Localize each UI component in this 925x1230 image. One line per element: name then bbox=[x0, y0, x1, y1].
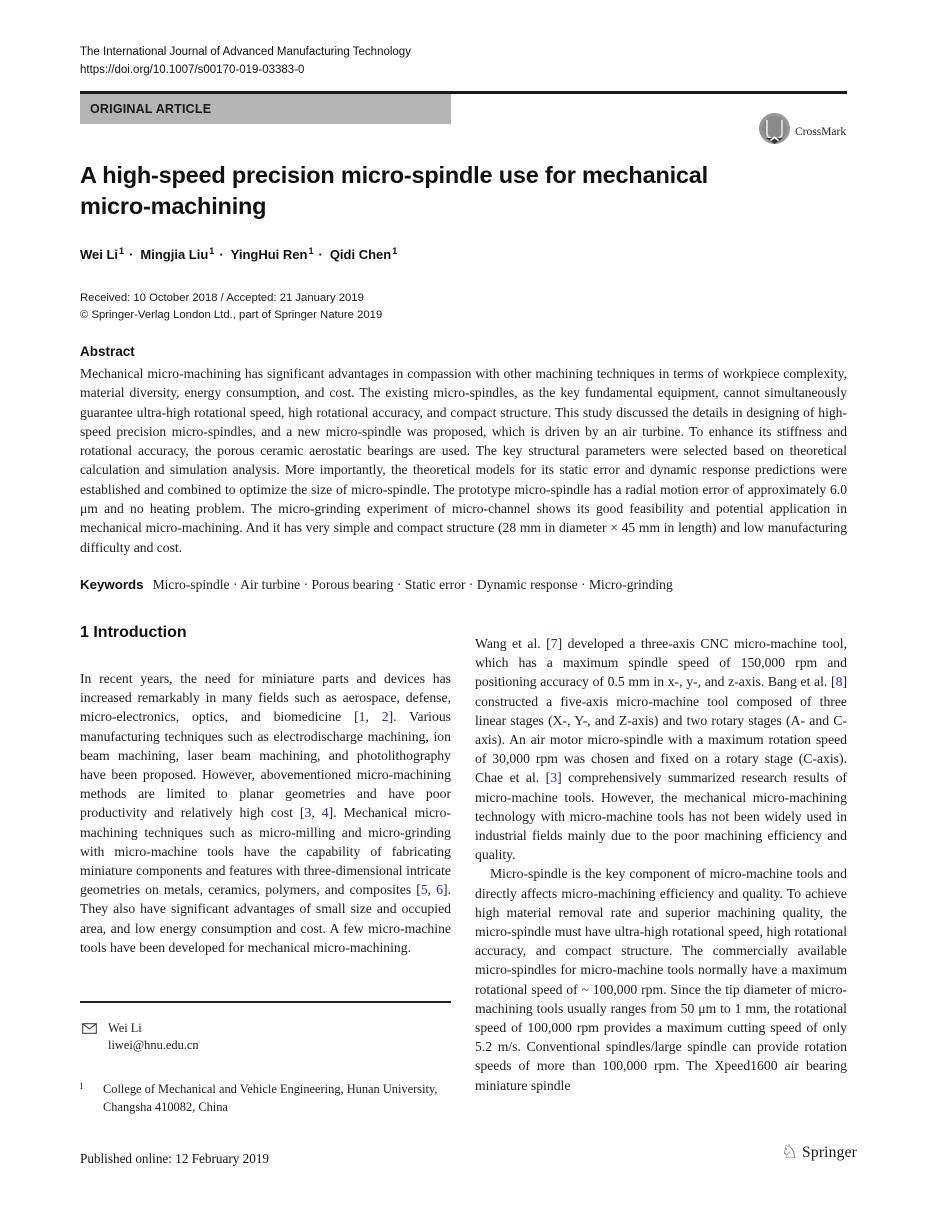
citation-link[interactable]: 3 bbox=[304, 805, 312, 821]
corresponding-author-email[interactable]: liwei@hnu.edu.cn bbox=[108, 1038, 199, 1052]
affiliation-text: College of Mechanical and Vehicle Engineering, Hunan University, Changsha 410082, China bbox=[103, 1082, 438, 1114]
citation-link[interactable]: 3 bbox=[550, 770, 558, 786]
springer-wordmark: Springer bbox=[802, 1143, 858, 1161]
citation-link[interactable]: 4 bbox=[321, 805, 329, 821]
article-title: A high-speed precision micro-spindle use for mechanical micro-machining bbox=[80, 162, 708, 219]
corresponding-author-block bbox=[82, 1020, 199, 1054]
citation-link[interactable]: 2 bbox=[381, 709, 389, 725]
crossmark-icon bbox=[758, 112, 791, 152]
author-list bbox=[80, 246, 397, 262]
affiliation-mark: 1 bbox=[119, 246, 125, 256]
doi-link[interactable]: https://doi.org/10.1007/s00170-019-03383-0 bbox=[80, 64, 305, 76]
author: · Mingjia Liu$^1$ bbox=[124, 247, 214, 262]
author: · Qidi Chen$^1$ bbox=[313, 247, 397, 262]
affiliation-mark: 1 bbox=[392, 246, 398, 256]
intro-column-left: In recent years, the need for miniature parts and devices has increased remarkably in many fields such as aerospace, defense, micro-electronics, optics, and biomedicine [1, 2]. Various manufacturing techniques such as electrodischarge machining, ion beam machining, laser beam machining, and photolithography have been proposed. However, abovementioned micro-machining methods are limited to planar geometries and have poor productivity and relatively high cost [3, 4]. Mechanical micro-machining techniques such as micro-milling and micro-grinding with micro-machine tools have the capability of fabricating miniature components and features with three-dimensional intricate geometries on metals, ceramics, polymers, and composites [5, 6]. They also have significant advantages of small size and occupied area, and low energy consumption and cost. A few micro-machine tools have been developed for mechanical micro-machining. bbox=[80, 671, 452, 955]
section-heading-introduction: 1 Introduction bbox=[80, 624, 187, 641]
intro-column-right bbox=[475, 634, 847, 1095]
keywords-label: Keywords bbox=[80, 577, 144, 592]
affiliation-block bbox=[80, 1080, 455, 1116]
crossmark-badge[interactable] bbox=[758, 112, 846, 152]
published-online-date: Published online: 12 February 2019 bbox=[80, 1151, 270, 1166]
article-type-banner bbox=[80, 94, 451, 124]
affiliation-mark: 1 bbox=[209, 246, 215, 256]
copyright-notice: © Springer-Verlag London Ltd., part of Springer Nature 2019 bbox=[80, 309, 383, 321]
keywords-line bbox=[80, 577, 847, 593]
author: · YingHui Ren$^1$ bbox=[214, 247, 313, 262]
author: Wei Li$^1$ bbox=[80, 246, 125, 263]
journal-name: The International Journal of Advanced Manufacturing Technology bbox=[80, 46, 411, 58]
citation-link[interactable]: 8 bbox=[835, 674, 843, 690]
citation-link[interactable]: 5 bbox=[420, 882, 428, 898]
springer-knight-icon: ♘ bbox=[781, 1142, 799, 1163]
footnote-separator bbox=[80, 1001, 451, 1003]
intro-paragraph-continuation: Wang et al. [7] developed a three-axis CNC micro-machine tool, which has a maximum spindle speed of 150,000 rpm and positioning accuracy of 0.5 mm in x-, y-, and z-axis. Bang et al. [8] constructed a five-axis micro-machine tool composed of three linear stages (X-, Y-, and Z-axis) and two rotary stages (A- and C-axis). An air motor micro-spindle with a maximum rotation speed of 30,000 rpm was chosen and fixed on a rotary stage (C-axis). Chae et al. [3] comprehensively summarized research results of micro-machine tools. However, the mechanical micro-machining technology with micro-machine tools has not been widely used in industrial fields mainly due to the poor machining efficiency and quality. bbox=[475, 636, 847, 863]
citation-link[interactable]: 7 bbox=[550, 636, 558, 651]
abstract-text: Mechanical micro-machining has significant advantages in compassion with other machining techniques in terms of workpiece complexity, material diversity, energy consumption, and cost. The existing micro-spindles, as the key fundamental equipment, cannot simultaneously guarantee ultra-high rotational speed, high rotational accuracy, and compact structure. This study discussed the details in designing of high-speed precision micro-spindles, and a new micro-spindle was proposed, which is driven by an air turbine. To enhance its stiffness and rotational accuracy, the porous ceramic aerostatic bearings are used. The key structural parameters were selected based on theoretical calculation and simulation analysis. More importantly, the theoretical models for its static error and dynamic response predictions were established and combined to optimize the size of micro-spindle. The prototype micro-spindle has a radial motion error of approximately 6.0 μm and no heating problem. The micro-grinding experiment of micro-channel shows its good feasibility and potential application in mechanical micro-machining. And it has very simple and compact structure (28 mm in diameter × 45 mm in length) and low manufacturing difficulty and cost. bbox=[80, 366, 847, 555]
citation-link[interactable]: 6 bbox=[436, 882, 444, 898]
springer-logo bbox=[781, 1143, 857, 1162]
email-envelope-icon bbox=[82, 1022, 97, 1054]
abstract-heading: Abstract bbox=[80, 344, 135, 359]
intro-paragraph-2: Micro-spindle is the key component of micro-machine tools and directly affects micro-machining efficiency and quality. To achieve high material removal rate and superior machining quality, the micro-spindle must have ultra-high rotational speed, high rotational accuracy, and compact structure. The commercially available micro-spindles for micro-machine tools normally have a maximum rotational speed of ~ 100,000 rpm. Since the tip diameter of micro-machining tools usually ranges from 50 μm to 1 mm, the rotational speed of 100,000 rpm provides a maximum cutting speed of only 5.2 m/s. Conventional spindles/large spindle can provide rotation speeds of more than 100,000 rpm. The Xpeed1600 air bearing miniature spindle bbox=[475, 866, 847, 1093]
received-accepted-dates: Received: 10 October 2018 / Accepted: 21 January 2019 bbox=[80, 292, 364, 304]
keywords-list: Micro-spindle · Air turbine · Porous bearing · Static error · Dynamic response · Micro-grinding bbox=[152, 577, 673, 592]
affiliation-mark: 1 bbox=[308, 246, 314, 256]
crossmark-label: CrossMark bbox=[795, 126, 847, 138]
affiliation-number: 1 bbox=[79, 1081, 84, 1091]
article-type-label: ORIGINAL ARTICLE bbox=[90, 102, 212, 116]
corresponding-author-info bbox=[108, 1020, 199, 1054]
corresponding-author-name: Wei Li bbox=[108, 1021, 142, 1035]
citation-link[interactable]: 1 bbox=[358, 709, 366, 725]
